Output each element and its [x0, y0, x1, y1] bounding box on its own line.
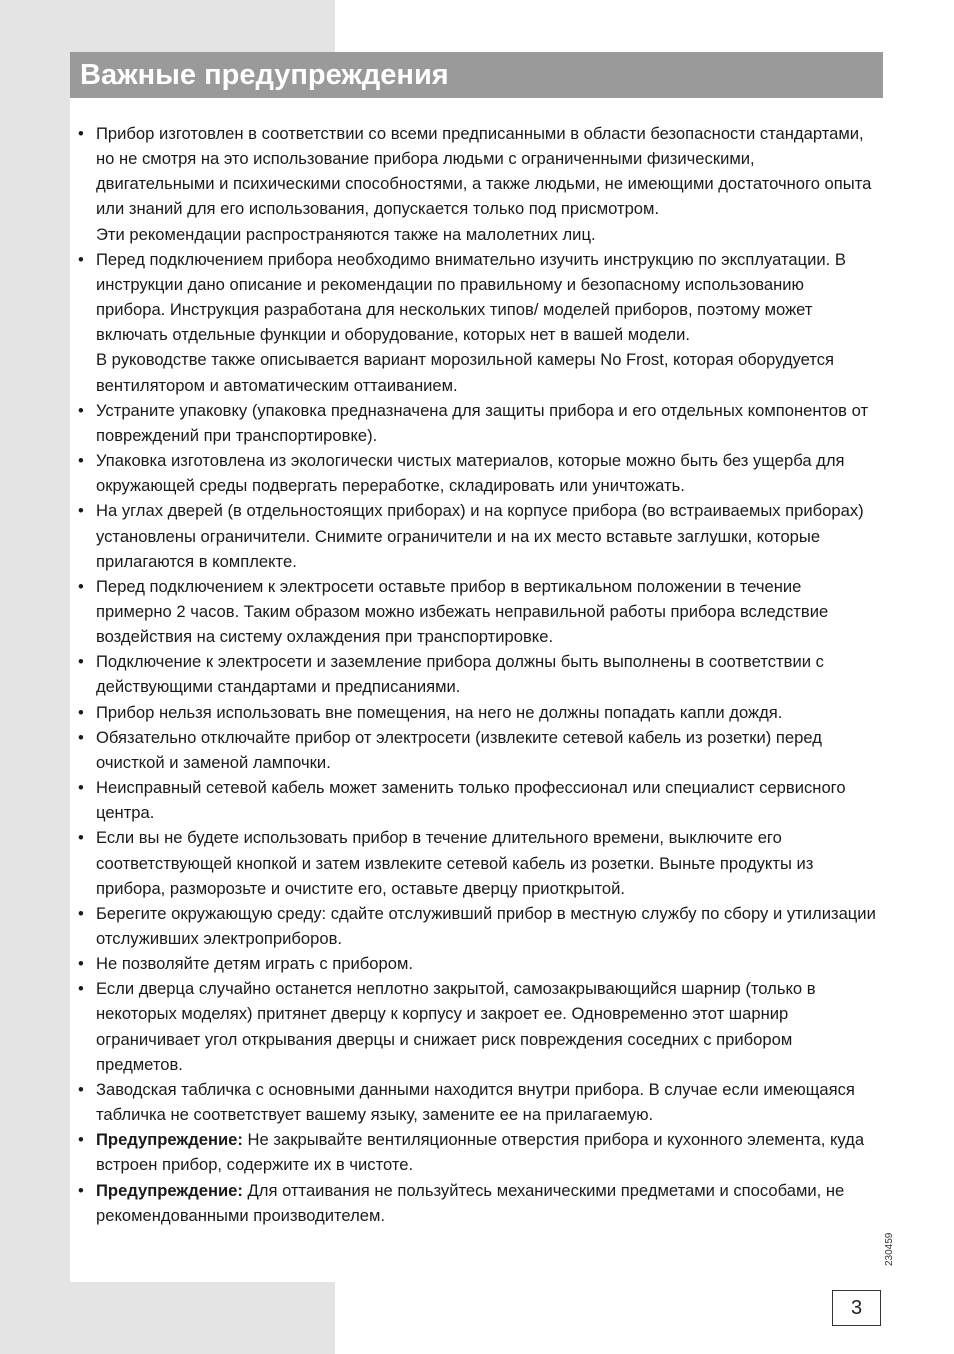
warning-lead: Предупреждение: [96, 1180, 243, 1200]
list-item-text: • Прибор изготовлен в соответствии со всеми предписанными в области безопасности стандартами, но не смотря на это использование прибора людьми с ограниченными физическими, двигательными и психическими способностями, а также людьми, не имеющими достаточного опыта или знаний для его использования, допускается только под присмотром. [96, 124, 872, 219]
list-item [76, 775, 876, 825]
list-item-text: • Подключение к электросети и заземление прибора должны быть выполнены в соответствии с действующими стандартами и предписаниями. [96, 652, 824, 697]
list-item [76, 1178, 876, 1228]
list-item [76, 951, 876, 976]
list-item [76, 448, 876, 498]
list-item-text: • На углах дверей (в отдельностоящих приборах) и на корпусе прибора (во встраиваемых приборах) установлены ограничители. Снимите ограничители и на их место вставьте заглушки, которые прилагаются в комплекте. [96, 501, 864, 571]
warning-text: Для оттаивания не пользуйтесь механическими предметами и способами, не рекомендованными производителем. [96, 1180, 845, 1225]
list-item-note: Эти рекомендации распространяются также на малолетних лиц. [96, 224, 596, 244]
list-item [76, 725, 876, 775]
list-item-text: • Устраните упаковку (упаковка предназначена для защиты прибора и его отдельных компонентов от повреждений при транспортировке). [96, 400, 869, 445]
warning-lead: Предупреждение: [96, 1130, 243, 1150]
list-item [76, 1127, 876, 1177]
list-item [76, 398, 876, 448]
list-item-text: • Перед подключением прибора необходимо внимательно изучить инструкцию по эксплуатации. В инструкции дано описание и рекомендации по правильному и безопасному использованию прибора. Инструкция разработана для нескольких типов/ моделей приборов, поэтому может включать отдельные функции и оборудование, которых нет в вашей модели. [96, 249, 846, 345]
list-item-text [96, 1127, 876, 1177]
list-item-note: В руководстве также описывается вариант морозильной камеры No Frost, которая оборудуется вентилятором и автоматическим оттаиванием. [96, 350, 834, 395]
list-item [76, 121, 876, 247]
list-item-text: • Обязательно отключайте прибор от электросети (извлеките сетевой кабель из розетки) перед очисткой и заменой лампочки. [96, 727, 822, 772]
list-item [76, 1077, 876, 1127]
list-item-text [96, 1178, 876, 1228]
list-item-text: • Если дверца случайно останется неплотно закрытой, самозакрывающийся шарнир (только в некоторых моделях) притянет дверцу к корпусу и закроет ее. Одновременно этот шарнир ограничивает угол открывания дверцы и снижает риск повреждения соседних с прибором предметов. [96, 979, 816, 1074]
list-item-text: • Берегите окружающую среду: сдайте отслуживший прибор в местную службу по сбору и утилизации отслуживших электроприборов. [96, 903, 876, 948]
list-item-text: • Упаковка изготовлена из экологически чистых материалов, которые можно быть без ущерба для окружающей среды подвергать переработке, складировать или уничтожать. [96, 451, 845, 496]
list-item [76, 649, 876, 699]
warning-list [76, 121, 876, 1228]
list-item-text: • Неисправный сетевой кабель может заменить только профессионал или специалист сервисного центра. [96, 778, 846, 823]
page-title: Важные предупреждения [80, 59, 449, 91]
warning-text: Не закрывайте вентиляционные отверстия прибора и кухонного элемента, куда встроен прибор, содержите их в чистоте. [96, 1130, 865, 1175]
list-item-text: • Перед подключением к электросети оставьте прибор в вертикальном положении в течение примерно 2 часов. Таким образом можно избежать неправильной работы прибора вследствие воздействия на систему охлаждения при транспортировке. [96, 576, 829, 647]
list-item [76, 901, 876, 951]
document-code: 230459 [884, 1232, 895, 1266]
list-item-text: • Если вы не будете использовать прибор в течение длительного времени, выключите его соответствующей кнопкой и затем извлеките сетевой кабель из розетки. Выньте продукты из прибора, разморозьте и очистите его, оставьте дверцу приоткрытой. [96, 828, 814, 898]
title-bar [70, 52, 883, 98]
list-item [76, 247, 876, 398]
list-item-text: • Не позволяйте детям играть с прибором. [96, 954, 413, 974]
page-number: 3 [832, 1290, 881, 1326]
list-item [76, 574, 876, 649]
list-item [76, 976, 876, 1077]
list-item [76, 498, 876, 573]
list-item [76, 700, 876, 725]
list-item [76, 825, 876, 900]
list-item-text: • Заводская табличка с основными данными находится внутри прибора. В случае если имеющаяся табличка не соответствует вашему языку, замените ее на прилагаемую. [96, 1079, 855, 1125]
list-item-text: • Прибор нельзя использовать вне помещения, на него не должны попадать капли дождя. [96, 702, 783, 722]
